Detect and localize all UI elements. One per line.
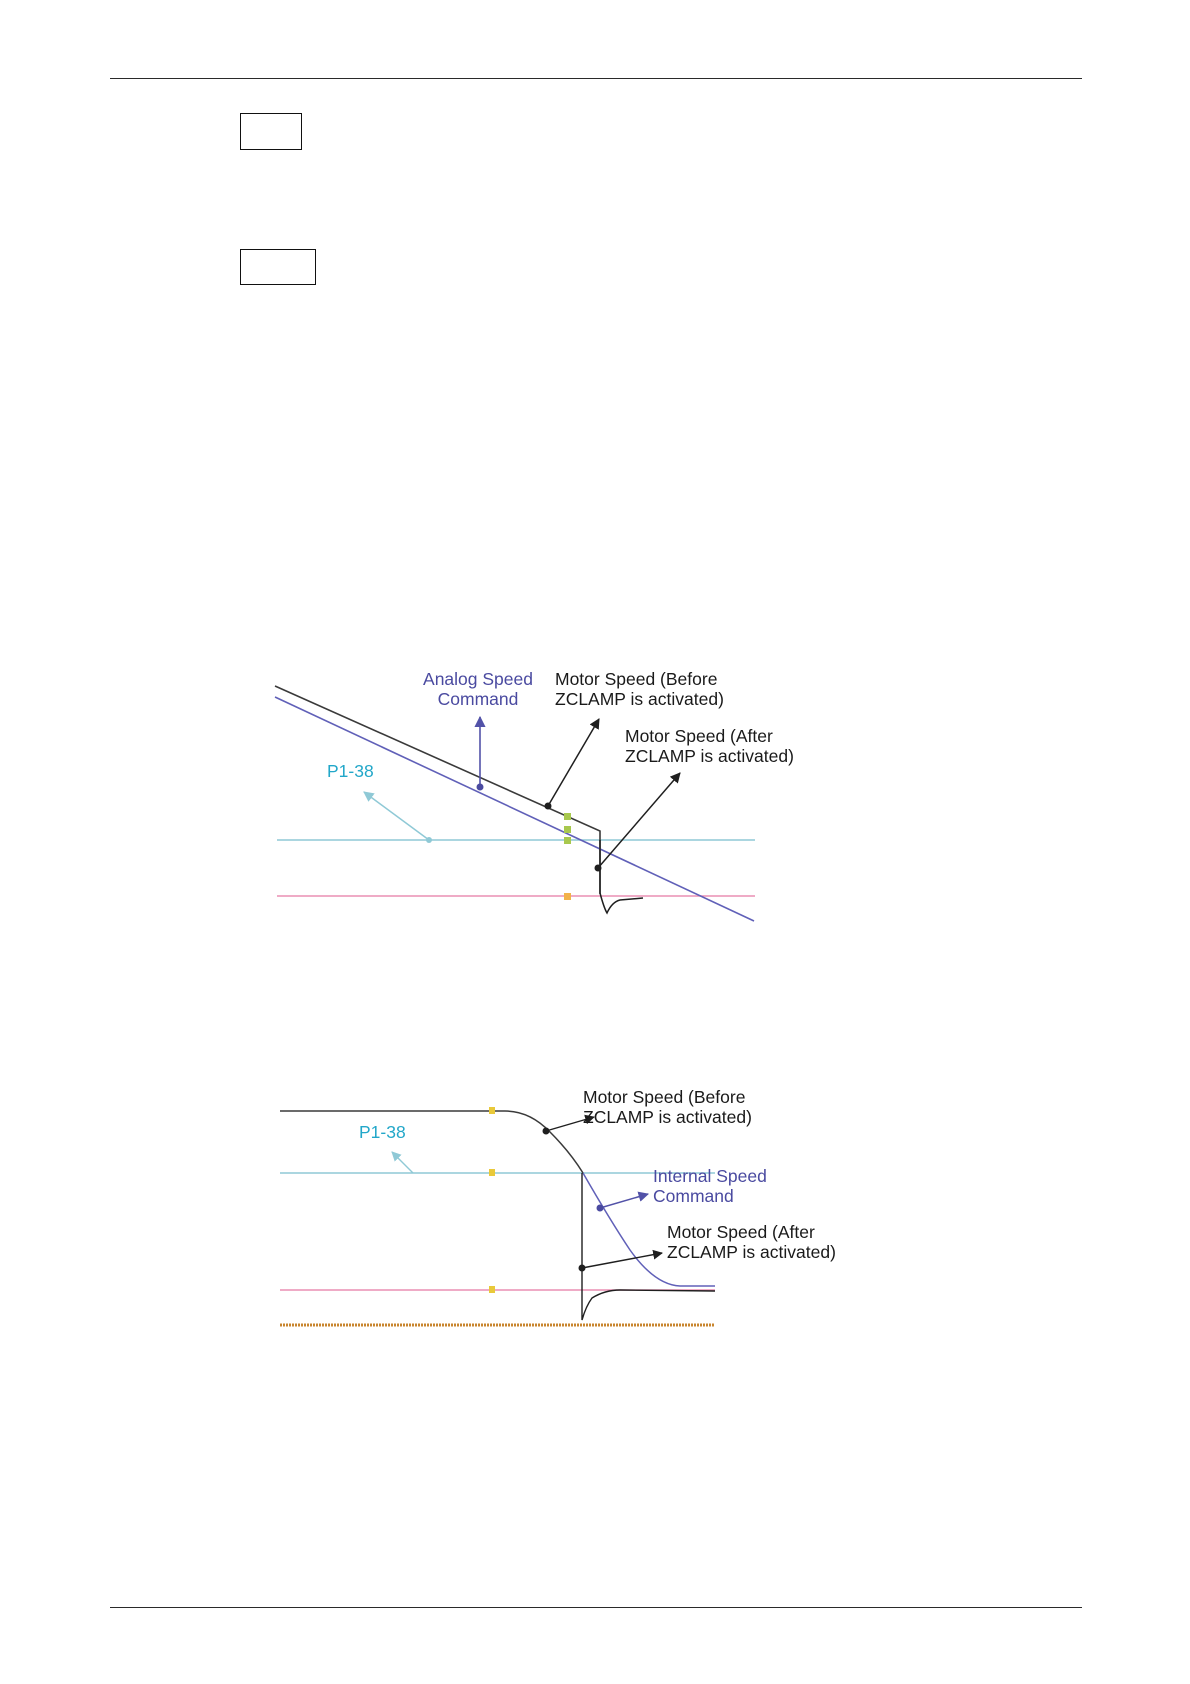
figure-analog-speed-zclamp xyxy=(0,640,1190,940)
callout-before-arrow xyxy=(548,719,599,806)
parameter-tag-box xyxy=(240,113,302,150)
callout-internal-arrow xyxy=(600,1194,648,1208)
motor-speed-before-curve xyxy=(275,686,600,894)
label-motor-after-2: ZCLAMP is activated) xyxy=(625,746,794,766)
callout-dot xyxy=(543,1128,550,1135)
callout-p1-38-arrow xyxy=(364,792,429,840)
label-motor-before-1: Motor Speed (Before xyxy=(583,1087,746,1107)
parameter-tag-box-2 xyxy=(240,249,316,285)
callout-dot xyxy=(545,803,552,810)
label-motor-after-1: Motor Speed (After xyxy=(667,1222,815,1242)
marker-green xyxy=(564,813,571,820)
callout-after-arrow xyxy=(598,773,680,868)
label-internal-command: Command xyxy=(653,1186,734,1206)
label-motor-after-2: ZCLAMP is activated) xyxy=(667,1242,836,1262)
label-motor-before-2: ZCLAMP is activated) xyxy=(583,1107,752,1127)
callout-dot xyxy=(597,1205,604,1212)
callout-p1-38-arrow xyxy=(392,1152,413,1173)
footer-rule xyxy=(110,1607,1082,1608)
callout-dot xyxy=(477,784,484,791)
label-internal-speed: Internal Speed xyxy=(653,1166,767,1186)
motor-speed-before-curve xyxy=(280,1111,583,1173)
marker-yellow xyxy=(489,1169,495,1176)
marker-green xyxy=(564,837,571,844)
label-analog-command: Command xyxy=(437,689,519,709)
figure-internal-speed-zclamp xyxy=(0,1070,1190,1360)
callout-dot xyxy=(579,1265,586,1272)
marker-yellow xyxy=(489,1286,495,1293)
label-motor-after-1: Motor Speed (After xyxy=(625,726,773,746)
label-motor-before-1: Motor Speed (Before xyxy=(555,669,718,689)
header-rule xyxy=(110,78,1082,79)
marker-green xyxy=(564,826,571,833)
label-analog-speed: Analog Speed xyxy=(423,669,533,689)
callout-after-arrow xyxy=(582,1253,662,1268)
label-motor-before-2: ZCLAMP is activated) xyxy=(555,689,724,709)
motor-speed-after-curve xyxy=(600,840,643,913)
callout-dot xyxy=(595,865,602,872)
marker-yellow xyxy=(489,1107,495,1114)
marker-orange xyxy=(564,893,571,900)
callout-dot xyxy=(426,837,432,843)
label-p1-38: P1-38 xyxy=(359,1122,406,1142)
label-p1-38: P1-38 xyxy=(327,761,374,781)
